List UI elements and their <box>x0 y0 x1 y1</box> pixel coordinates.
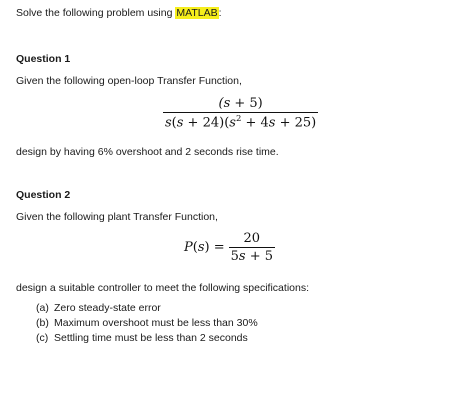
spec-text: Settling time must be less than 2 seconds <box>54 332 248 344</box>
q2-numerator: 20 <box>243 231 261 246</box>
question-2-heading: Question 2 <box>16 189 71 201</box>
question-2-transfer-function <box>184 231 275 264</box>
q1-denominator: $s(s + 24)(s^2 + 4s + 25)$ <box>165 114 317 131</box>
spec-item-c <box>36 331 258 346</box>
q2-denominator: 5s + 5 <box>230 249 273 264</box>
intro-line <box>16 7 222 19</box>
q1-numerator: (s + 5) <box>218 96 263 111</box>
q1-fraction <box>163 96 318 130</box>
question-1-prompt: Given the following open-loop Transfer Function, <box>16 75 242 87</box>
spec-mark: (c) <box>36 332 49 344</box>
question-2-prompt: Given the following plant Transfer Function, <box>16 211 218 223</box>
plant-lhs: P(s) = <box>184 240 225 255</box>
intro-prefix: Solve the following problem using <box>16 7 176 19</box>
spec-item-b <box>36 316 258 331</box>
spec-mark: (a) <box>36 302 49 314</box>
matlab-highlight: MATLAB <box>176 7 218 19</box>
spec-mark: (b) <box>36 317 49 329</box>
question-1-heading: Question 1 <box>16 53 71 65</box>
spec-text: Maximum overshoot must be less than 30% <box>54 317 258 329</box>
spec-text: Zero steady-state error <box>54 302 161 314</box>
question-2-task: design a suitable controller to meet the following specifications: <box>16 282 309 294</box>
q2-fraction <box>229 231 275 264</box>
spec-list <box>36 301 258 346</box>
question-1-transfer-function <box>163 96 318 130</box>
spec-item-a <box>36 301 258 316</box>
intro-suffix: : <box>218 7 222 19</box>
question-1-task: design by having 6% overshoot and 2 seconds rise time. <box>16 146 279 158</box>
